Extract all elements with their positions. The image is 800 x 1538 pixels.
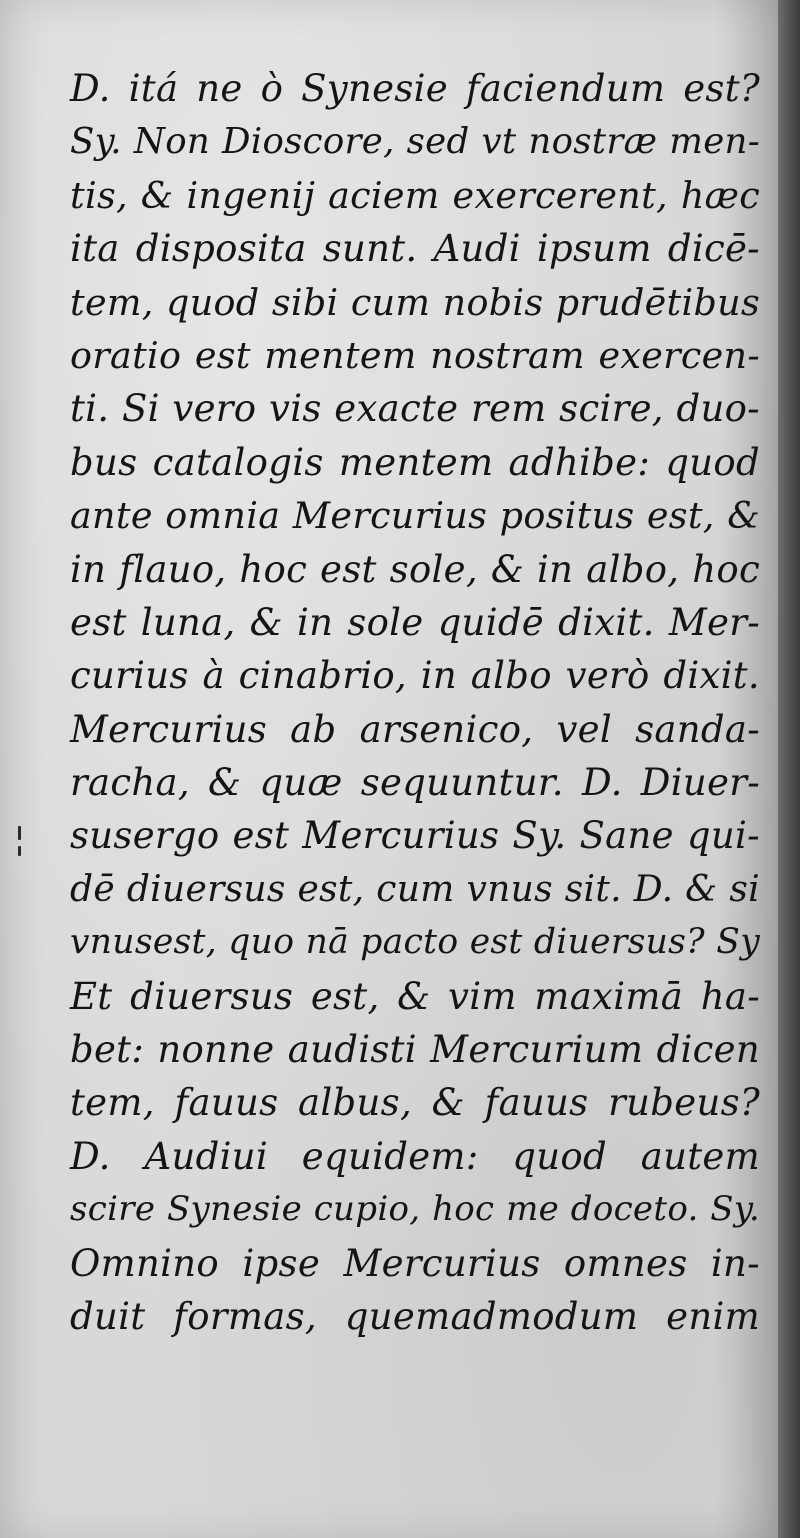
page-text xyxy=(70,62,760,1343)
text-line: curius à cinabrio, in albo verò dixit. xyxy=(70,654,760,698)
text-line: tis, & ingenij aciem exercerent, hæc xyxy=(70,173,760,217)
text-line: D. itá ne ò Synesie faciendum est? xyxy=(70,67,760,110)
margin-mark xyxy=(18,846,21,856)
text-line: vnusest, quo nā pacto est diuersus? Sy xyxy=(70,922,760,963)
text-line: susergo est Mercurius Sy. Sane qui- xyxy=(70,814,760,858)
text-line: ti. Si vero vis exacte rem scire, duo- xyxy=(70,387,760,431)
text-line: tem, fauus albus, & fauus rubeus? xyxy=(70,1081,760,1125)
text-line: est luna, & in sole quidē dixit. Mer- xyxy=(70,600,760,644)
text-line: scire Synesie cupio, hoc me doceto. Sy. xyxy=(70,1189,760,1230)
text-line: D. Audiui equidem: quod autem xyxy=(70,1134,760,1178)
text-line: ante omnia Mercurius positus est, & xyxy=(70,494,760,538)
text-line: Omnino ipse Mercurius omnes in- xyxy=(70,1241,760,1285)
text-line: duit formas, quemadmodum enim xyxy=(70,1294,760,1338)
text-line: ita disposita sunt. Audi ipsum dicē- xyxy=(70,227,760,271)
page-edge-shadow xyxy=(778,0,800,1538)
text-line: Mercurius ab arsenico, vel sanda- xyxy=(70,707,760,751)
text-line: oratio est mentem nostram exercen- xyxy=(70,333,760,377)
text-line: dē diuersus est, cum vnus sit. D. & si xyxy=(70,868,760,910)
text-line: Et diuersus est, & vim maximā ha- xyxy=(70,974,760,1018)
text-line: bus catalogis mentem adhibe: quod xyxy=(70,440,760,484)
text-line: tem, quod sibi cum nobis prudētibus xyxy=(70,280,760,324)
text-line: racha, & quæ sequuntur. D. Diuer- xyxy=(70,761,760,805)
margin-mark xyxy=(18,826,21,840)
text-line: in flauo, hoc est sole, & in albo, hoc xyxy=(70,547,760,591)
text-line: bet: nonne audisti Mercurium dicen xyxy=(70,1028,760,1072)
text-line: Sy. Non Dioscore, sed vt nostræ men- xyxy=(70,121,760,163)
